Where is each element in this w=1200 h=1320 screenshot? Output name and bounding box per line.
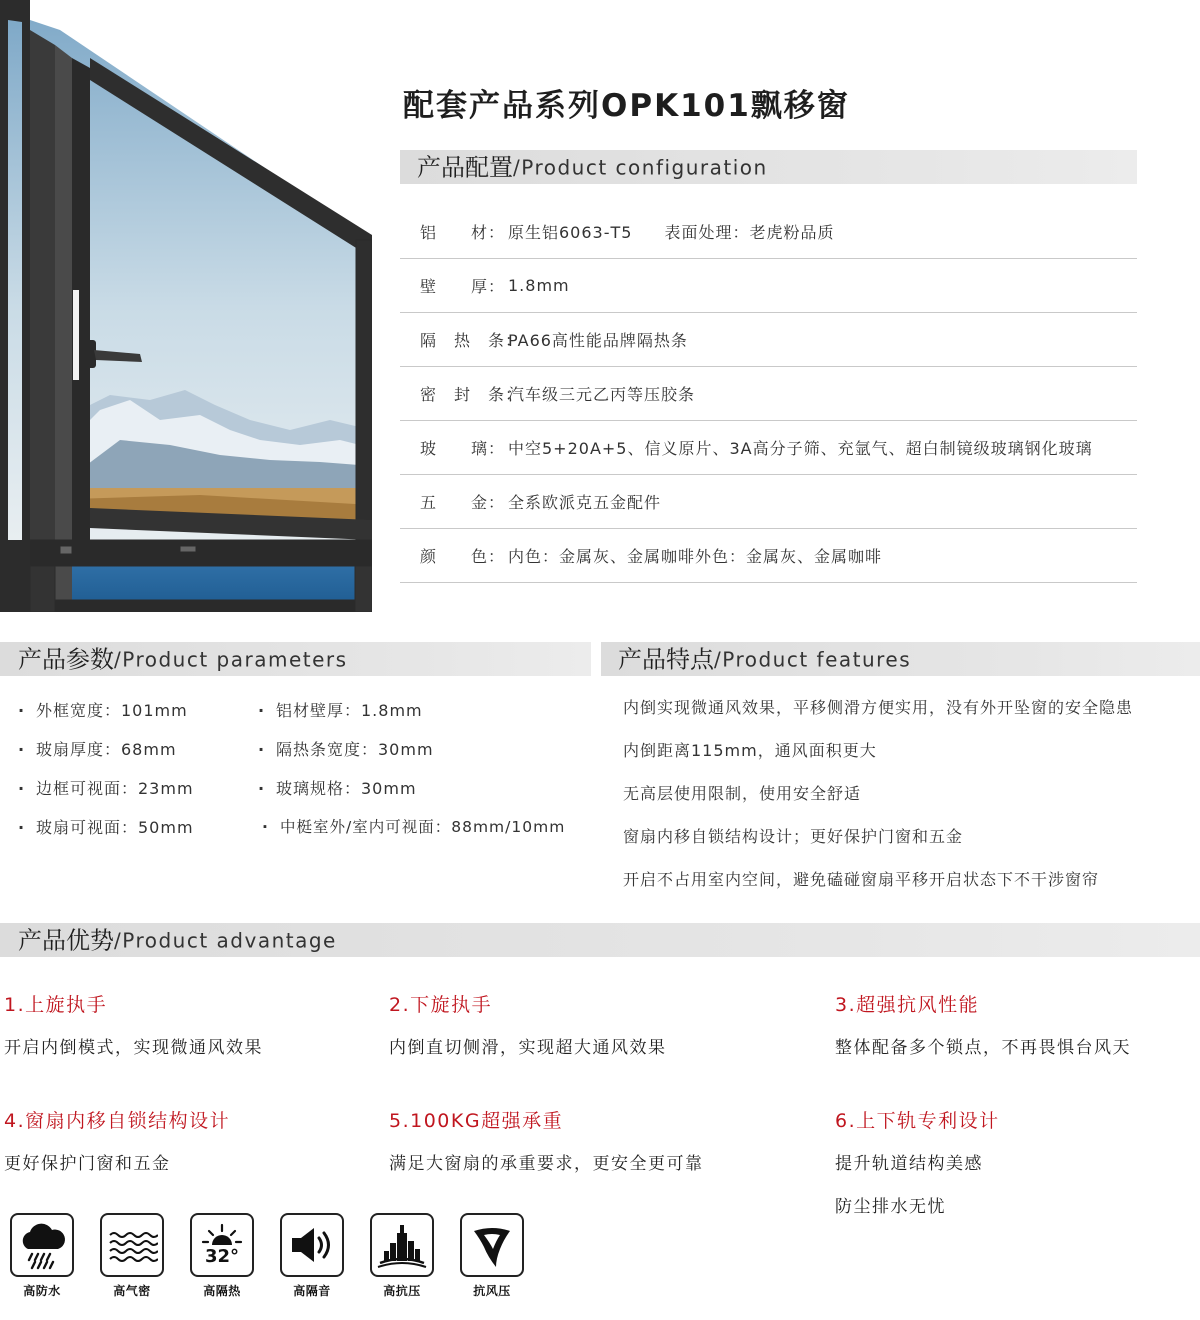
config-list	[400, 205, 1137, 583]
config-key: 隔 热 条：	[420, 331, 523, 350]
config-key: 五 金：	[420, 493, 506, 512]
wind-funnel-icon	[466, 1219, 518, 1271]
icon-card-wind-resistance	[460, 1213, 524, 1299]
advantage-desc-2: 防尘排水无忧	[835, 1197, 946, 1217]
config-heading-zh: 产品配置	[417, 153, 513, 182]
config-heading-en: /Product configuration	[513, 155, 768, 180]
waves-icon	[106, 1219, 158, 1271]
advantage-desc: 提升轨道结构美感	[835, 1154, 983, 1174]
advantage-item-6	[835, 1106, 1000, 1217]
sun-icon	[200, 1223, 244, 1247]
temperature-badge: 32°	[204, 1246, 240, 1267]
config-row-thermal-strip	[400, 313, 1137, 367]
icon-card-pressure	[370, 1213, 434, 1299]
advantage-desc: 开启内倒模式，实现微通风效果	[4, 1038, 263, 1058]
param-item: · 玻扇可视面：50mm	[18, 815, 194, 838]
params-section-header	[0, 642, 591, 676]
advantage-title: 3.超强抗风性能	[835, 994, 980, 1016]
advantage-item-1	[4, 990, 263, 1058]
speaker-icon	[286, 1219, 338, 1271]
icon-card-waterproof	[10, 1213, 74, 1299]
params-heading-en: /Product parameters	[114, 647, 348, 672]
product-window-image	[0, 0, 372, 612]
icon-label: 高隔热	[203, 1284, 241, 1298]
config-key: 玻 璃：	[420, 439, 506, 458]
tower-icon	[376, 1219, 428, 1271]
advantage-item-4	[4, 1106, 230, 1174]
icon-card-soundproof	[280, 1213, 344, 1299]
advantage-title: 1.上旋执手	[4, 994, 108, 1016]
config-key: 密 封 条：	[420, 385, 523, 404]
param-item: · 玻璃规格：30mm	[258, 776, 417, 799]
param-item: · 玻扇厚度：68mm	[18, 737, 177, 760]
config-value: 1.8mm	[508, 276, 570, 295]
advantage-heading-en: /Product advantage	[114, 928, 337, 953]
feature-item: 开启不占用室内空间，避免磕碰窗扇平移开启状态下不干涉窗帘	[623, 870, 1100, 889]
icon-label: 高抗压	[383, 1284, 421, 1298]
config-key: 铝 材：	[420, 223, 506, 242]
config-value: PA66高性能品牌隔热条	[508, 331, 688, 350]
param-item: · 外框宽度：101mm	[18, 698, 188, 721]
icon-label: 高隔音	[293, 1284, 331, 1298]
config-value: 全系欧派克五金配件	[508, 493, 662, 512]
advantage-item-3	[835, 990, 1131, 1058]
config-row-glass	[400, 421, 1137, 475]
features-heading-en: /Product features	[714, 647, 912, 672]
advantage-title: 6.上下轨专利设计	[835, 1110, 1000, 1132]
config-value: 汽车级三元乙丙等压胶条	[508, 385, 696, 404]
icon-label: 抗风压	[473, 1284, 511, 1298]
config-value-surface: 表面处理：老虎粉品质	[664, 223, 835, 242]
config-row-seal	[400, 367, 1137, 421]
features-list	[623, 688, 1200, 903]
config-row-hardware	[400, 475, 1137, 529]
param-item: · 边框可视面：23mm	[18, 776, 194, 799]
advantage-desc: 满足大窗扇的承重要求，更安全更可靠	[389, 1154, 704, 1174]
config-row-material	[400, 205, 1137, 259]
icon-label: 高防水	[23, 1284, 61, 1298]
config-section-header	[400, 150, 1137, 184]
page-title: 配套产品系列OPK101飘移窗	[403, 88, 850, 124]
config-row-color	[400, 529, 1137, 583]
config-key: 壁 厚：	[420, 277, 506, 296]
config-value: 中空5+20A+5、信义原片、3A高分子筛、充氩气、超白制镜级玻璃钢化玻璃	[508, 439, 1093, 458]
advantage-title: 4.窗扇内移自锁结构设计	[4, 1110, 231, 1132]
config-value: 内色：金属灰、金属咖啡外色：金属灰、金属咖啡	[508, 547, 883, 566]
feature-item: 窗扇内移自锁结构设计；更好保护门窗和五金	[623, 827, 964, 846]
feature-item: 无高层使用限制，使用安全舒适	[623, 784, 862, 803]
icon-card-insulation	[190, 1213, 254, 1299]
advantage-title: 5.100KG超强承重	[389, 1110, 564, 1132]
param-item: · 中梃室外/室内可视面：88mm/10mm	[262, 815, 565, 837]
feature-item: 内倒距离115mm，通风面积更大	[623, 741, 877, 760]
param-item: · 隔热条宽度：30mm	[258, 737, 434, 760]
advantage-section-header	[0, 923, 1200, 957]
advantage-desc: 内倒直切侧滑，实现超大通风效果	[389, 1038, 667, 1058]
icon-label: 高气密	[113, 1284, 151, 1298]
advantage-item-5	[389, 1106, 704, 1174]
advantage-item-2	[389, 990, 667, 1058]
feature-item: 内倒实现微通风效果，平移侧滑方便实用，没有外开坠窗的安全隐患	[623, 698, 1134, 717]
advantage-desc: 更好保护门窗和五金	[4, 1154, 171, 1174]
rain-cloud-icon	[16, 1219, 68, 1271]
param-item: · 铝材壁厚：1.8mm	[258, 698, 423, 721]
config-value: 原生铝6063-T5	[508, 223, 633, 242]
advantage-desc: 整体配备多个锁点，不再畏惧台风天	[835, 1038, 1131, 1058]
params-heading-zh: 产品参数	[18, 645, 114, 674]
config-key: 颜 色：	[420, 547, 506, 566]
features-section-header	[601, 642, 1200, 676]
config-row-thickness	[400, 259, 1137, 313]
advantage-heading-zh: 产品优势	[18, 926, 114, 955]
features-heading-zh: 产品特点	[618, 645, 714, 674]
advantage-title: 2.下旋执手	[389, 994, 493, 1016]
icon-card-airtight	[100, 1213, 164, 1299]
